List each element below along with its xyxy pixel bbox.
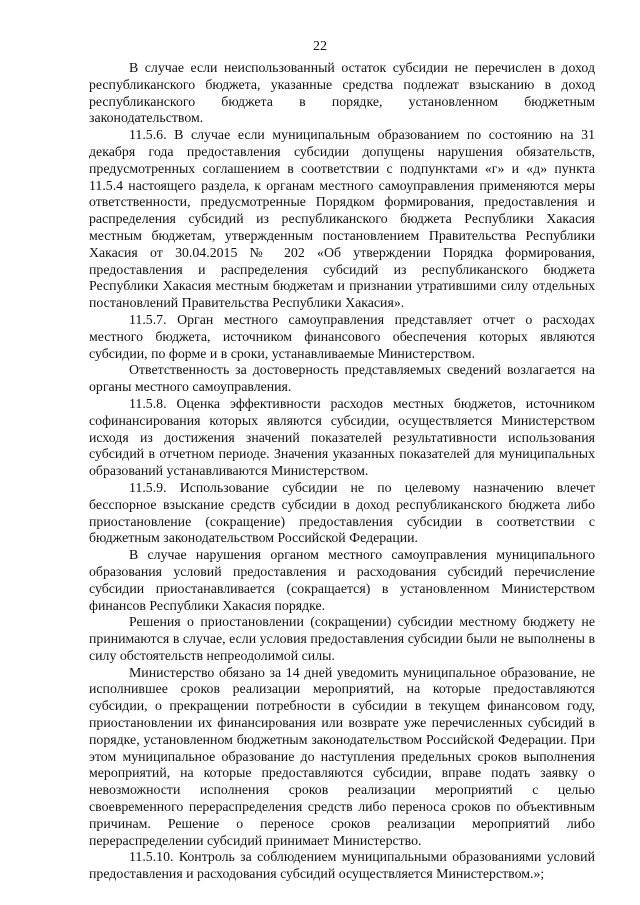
page-number: 22	[313, 39, 327, 54]
paragraph: В случае если неиспользованный остаток субсидии не перечислен в доход республиканского бюджета, указанные средства подлежат взысканию в доход республиканского бюджета в порядке, установленном бюджетным законодательством.	[89, 60, 595, 126]
paragraph: 11.5.6. В случае если муниципальным образованием по состоянию на 31 декабря года предоставления субсидии допущены нарушения обязательств, предусмотренных соглашением в соответствии с подпунктами «г» и «д» пункта 11.5.4 настоящего раздела, к органам местного самоуправления применяются меры ответственности, предусмотренные Порядком формирования, предоставления и распределения субсидий из республиканского бюджета Республики Хакасия местным бюджетам, утвержденным постановлением Правительства Республики Хакасия от 30.04.2015 № 202 «Об утверждении Порядка формирования, предоставления и распределения субсидий из республиканского бюджета Республики Хакасия местным бюджетам и признании утратившими силу отдельных постановлений Правительства Республики Хакасия».	[89, 127, 595, 311]
paragraph: Ответственность за достоверность представляемых сведений возлагается на органы местного самоуправления.	[89, 362, 595, 395]
paragraph: Министерство обязано за 14 дней уведомить муниципальное образование, не исполнившее сроков реализации мероприятий, на которые предоставляются субсидии, о прекращении потребности в субсидии в текущем финансовом году, приостановлении их финансирования или возврате уже перечисленных субсидий в порядке, установленном бюджетным законодательством Российской Федерации. При этом муниципальное образование до наступления предельных сроков выполнения мероприятий, на которые предоставляются субсидии, вправе подать заявку о невозможности исполнения сроков реализации мероприятий с целью своевременного перераспределения средств либо переноса сроков по объективным причинам. Решение о переносе сроков реализации мероприятий либо перераспределении субсидий принимает Министерство.	[89, 664, 595, 848]
paragraph: 11.5.10. Контроль за соблюдением муниципальными образованиями условий предоставления и расходования субсидий осуществляется Министерством.»;	[89, 849, 595, 882]
paragraph: Решения о приостановлении (сокращении) субсидии местному бюджету не принимаются в случае, если условия предоставления субсидии были не выполнены в силу обстоятельств непреодолимой силы.	[89, 614, 595, 663]
document-body	[89, 60, 595, 883]
paragraph: В случае нарушения органом местного самоуправления муниципального образования условий предоставления и расходования субсидий перечисление субсидии приостанавливается (сокращается) в установленном Министерством финансов Республики Хакасия порядке.	[89, 547, 595, 613]
paragraph: 11.5.9. Использование субсидии не по целевому назначению влечет бесспорное взыскание средств субсидии в доход республиканского бюджета либо приостановление (сокращение) предоставления субсидии в соответствии с бюджетным законодательством Российской Федерации.	[89, 479, 595, 546]
paragraph: 11.5.7. Орган местного самоуправления представляет отчет о расходах местного бюджета, источником финансового обеспечения которых являются субсидии, по форме и в сроки, устанавливаемые Министерством.	[89, 311, 595, 361]
paragraph: 11.5.8. Оценка эффективности расходов местных бюджетов, источником софинансирования которых являются субсидии, осуществляется Министерством исходя из достижения значений показателей результативности использования субсидий в отчетном периоде. Значения указанных показателей для муниципальных образований устанавливаются Министерством.	[89, 395, 595, 479]
